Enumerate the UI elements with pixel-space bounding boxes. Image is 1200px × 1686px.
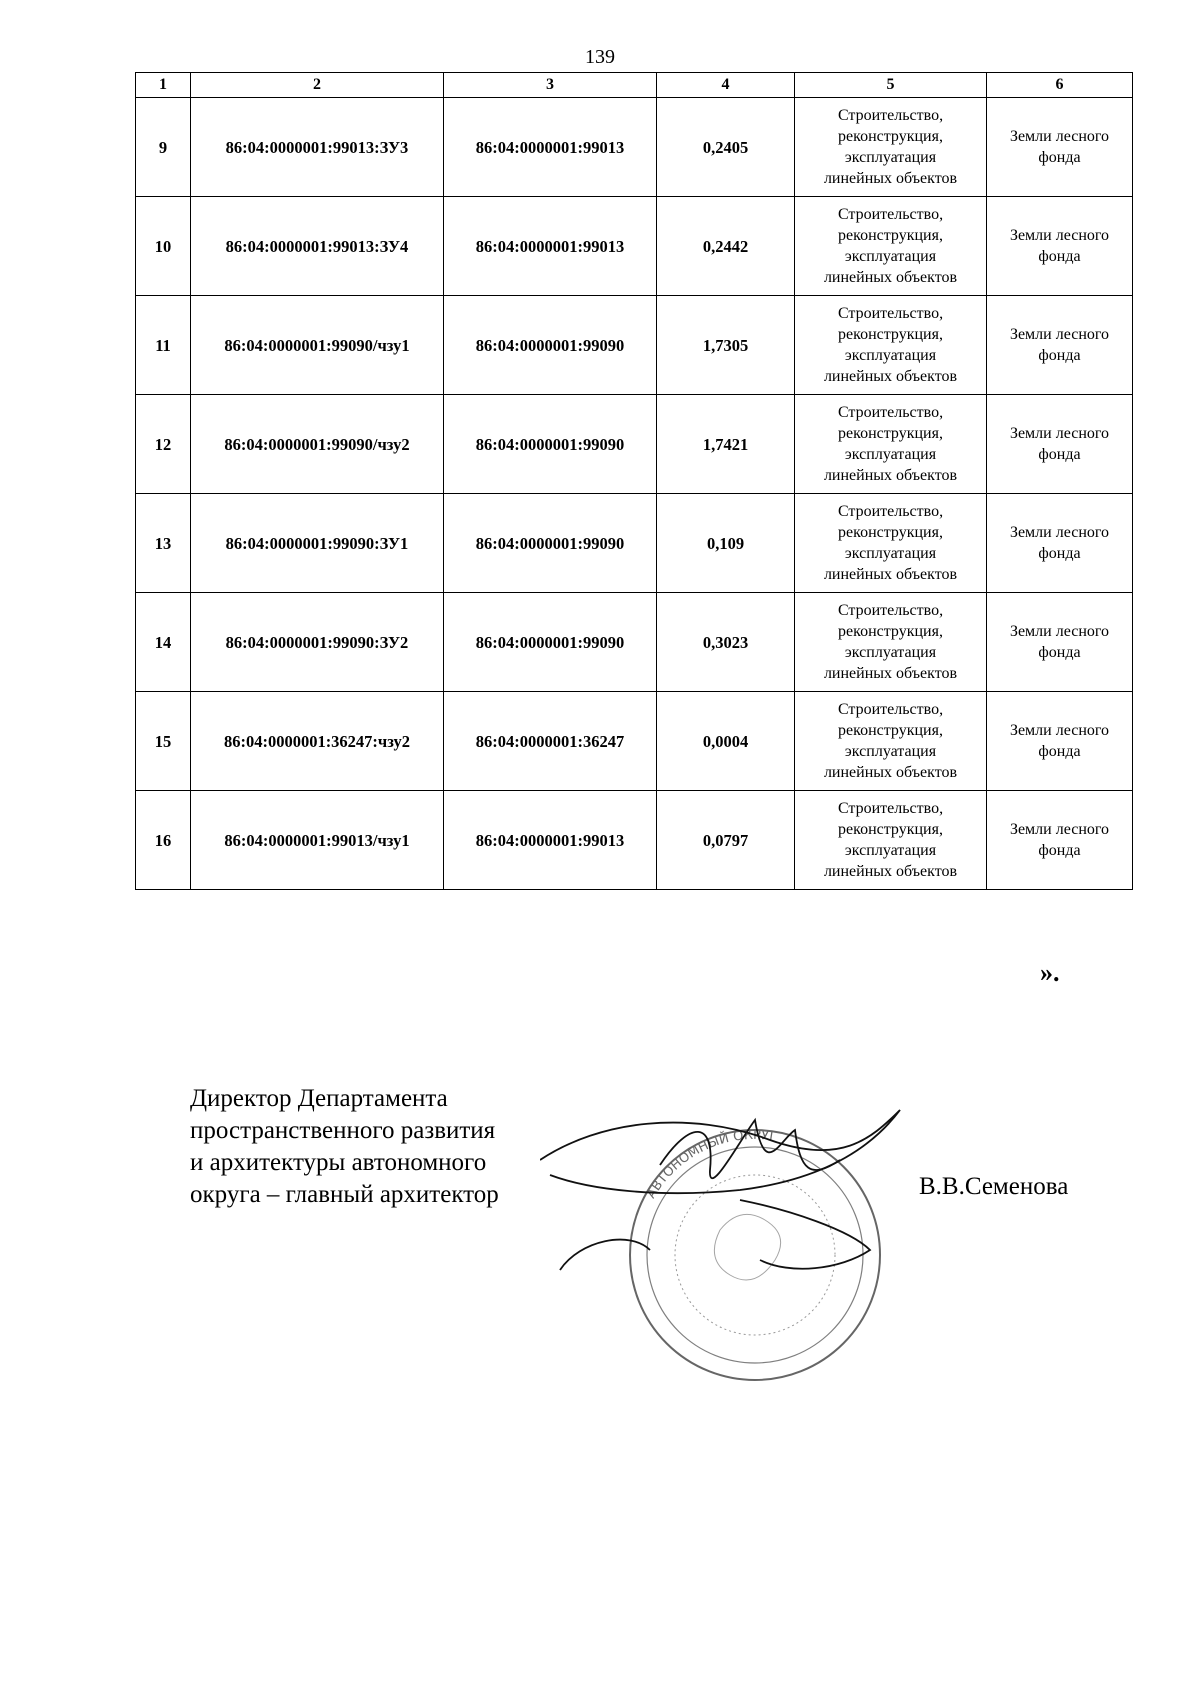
purpose-line: линейных объектов <box>823 368 958 385</box>
purpose-line: эксплуатация <box>844 248 937 265</box>
table-row <box>136 791 1133 890</box>
land-category-cell <box>987 296 1133 395</box>
purpose-line: Строительство, <box>837 206 944 223</box>
area-cell: 0,2405 <box>657 98 795 197</box>
land-category-cell <box>987 395 1133 494</box>
category-line: Земли лесного <box>1009 425 1110 442</box>
row-number-cell: 15 <box>136 692 191 791</box>
purpose-line: реконструкция, <box>838 722 943 739</box>
category-line: Земли лесного <box>1009 128 1110 145</box>
purpose-line: эксплуатация <box>844 149 937 166</box>
seal-stamp <box>630 1128 880 1380</box>
purpose-line: реконструкция, <box>838 821 943 838</box>
category-line: фонда <box>1038 644 1081 661</box>
category-line: Земли лесного <box>1009 524 1110 541</box>
category-line: фонда <box>1038 347 1081 364</box>
signatory-position-line: округа – главный архитектор <box>190 1181 499 1208</box>
parent-plot-cell: 86:04:0000001:99013 <box>444 791 657 890</box>
signatory-position-line: пространственного развития <box>190 1117 496 1144</box>
purpose-line: Строительство, <box>837 701 944 718</box>
land-category-cell <box>987 98 1133 197</box>
permitted-use-cell <box>795 494 987 593</box>
permitted-use-cell <box>795 791 987 890</box>
category-line: фонда <box>1038 842 1081 859</box>
plot-code-cell: 86:04:0000001:36247:чзу2 <box>191 692 444 791</box>
parent-plot-cell: 86:04:0000001:99013 <box>444 197 657 296</box>
column-header: 6 <box>987 73 1133 98</box>
page-number: 139 <box>585 46 615 68</box>
plot-code-cell: 86:04:0000001:99013/чзу1 <box>191 791 444 890</box>
purpose-line: линейных объектов <box>823 170 958 187</box>
purpose-line: линейных объектов <box>823 764 958 781</box>
purpose-line: линейных объектов <box>823 863 958 880</box>
table-header-row <box>136 73 1133 98</box>
purpose-line: эксплуатация <box>844 644 937 661</box>
official-seal-and-signature <box>540 1080 960 1400</box>
row-number-cell: 16 <box>136 791 191 890</box>
table-row <box>136 395 1133 494</box>
purpose-line: линейных объектов <box>823 566 958 583</box>
parent-plot-cell: 86:04:0000001:99090 <box>444 593 657 692</box>
land-category-cell <box>987 593 1133 692</box>
area-cell: 0,2442 <box>657 197 795 296</box>
permitted-use-cell <box>795 395 987 494</box>
purpose-line: Строительство, <box>837 404 944 421</box>
category-line: фонда <box>1038 446 1081 463</box>
category-line: фонда <box>1038 545 1081 562</box>
category-line: фонда <box>1038 149 1081 166</box>
category-line: Земли лесного <box>1009 821 1110 838</box>
row-number-cell: 10 <box>136 197 191 296</box>
purpose-line: эксплуатация <box>844 446 937 463</box>
purpose-line: реконструкция, <box>838 425 943 442</box>
svg-text:АВТОНОМНЫЙ ОКРУГ: АВТОНОМНЫЙ ОКРУГ <box>643 1127 779 1202</box>
closing-quote: ». <box>1040 958 1060 987</box>
category-line: фонда <box>1038 743 1081 760</box>
category-line: Земли лесного <box>1009 722 1110 739</box>
parent-plot-cell: 86:04:0000001:36247 <box>444 692 657 791</box>
column-header: 1 <box>136 73 191 98</box>
purpose-line: линейных объектов <box>823 269 958 286</box>
plot-code-cell: 86:04:0000001:99090/чзу1 <box>191 296 444 395</box>
permitted-use-cell <box>795 197 987 296</box>
category-line: Земли лесного <box>1009 326 1110 343</box>
purpose-line: линейных объектов <box>823 467 958 484</box>
row-number-cell: 14 <box>136 593 191 692</box>
purpose-line: эксплуатация <box>844 743 937 760</box>
table-row <box>136 494 1133 593</box>
area-cell: 0,109 <box>657 494 795 593</box>
row-number-cell: 12 <box>136 395 191 494</box>
table-row <box>136 593 1133 692</box>
row-number-cell: 11 <box>136 296 191 395</box>
area-cell: 1,7305 <box>657 296 795 395</box>
parent-plot-cell: 86:04:0000001:99090 <box>444 296 657 395</box>
plot-code-cell: 86:04:0000001:99013:ЗУ4 <box>191 197 444 296</box>
purpose-line: Строительство, <box>837 503 944 520</box>
signatory-position-line: и архитектуры автономного <box>190 1149 487 1176</box>
purpose-line: реконструкция, <box>838 326 943 343</box>
area-cell: 0,3023 <box>657 593 795 692</box>
plot-code-cell: 86:04:0000001:99090:ЗУ1 <box>191 494 444 593</box>
land-plots-table <box>135 72 1133 890</box>
category-line: Земли лесного <box>1009 227 1110 244</box>
permitted-use-cell <box>795 98 987 197</box>
area-cell: 1,7421 <box>657 395 795 494</box>
table-row <box>136 98 1133 197</box>
signatory-position <box>190 1083 590 1211</box>
land-category-cell <box>987 197 1133 296</box>
column-header: 3 <box>444 73 657 98</box>
parent-plot-cell: 86:04:0000001:99090 <box>444 494 657 593</box>
column-header: 5 <box>795 73 987 98</box>
category-line: фонда <box>1038 248 1081 265</box>
permitted-use-cell <box>795 692 987 791</box>
purpose-line: реконструкция, <box>838 524 943 541</box>
purpose-line: Строительство, <box>837 107 944 124</box>
row-number-cell: 9 <box>136 98 191 197</box>
row-number-cell: 13 <box>136 494 191 593</box>
plot-code-cell: 86:04:0000001:99013:ЗУ3 <box>191 98 444 197</box>
table-row <box>136 692 1133 791</box>
purpose-line: реконструкция, <box>838 227 943 244</box>
area-cell: 0,0797 <box>657 791 795 890</box>
land-category-cell <box>987 791 1133 890</box>
purpose-line: реконструкция, <box>838 623 943 640</box>
purpose-line: Строительство, <box>837 800 944 817</box>
plot-code-cell: 86:04:0000001:99090/чзу2 <box>191 395 444 494</box>
purpose-line: Строительство, <box>837 602 944 619</box>
land-category-cell <box>987 494 1133 593</box>
land-category-cell <box>987 692 1133 791</box>
signatory-position-line: Директор Департамента <box>190 1085 448 1112</box>
plot-code-cell: 86:04:0000001:99090:ЗУ2 <box>191 593 444 692</box>
signatory-name: В.В.Семенова <box>919 1173 1069 1200</box>
purpose-line: эксплуатация <box>844 347 937 364</box>
table-row <box>136 296 1133 395</box>
purpose-line: реконструкция, <box>838 128 943 145</box>
purpose-line: линейных объектов <box>823 665 958 682</box>
table-row <box>136 197 1133 296</box>
category-line: Земли лесного <box>1009 623 1110 640</box>
permitted-use-cell <box>795 593 987 692</box>
column-header: 4 <box>657 73 795 98</box>
area-cell: 0,0004 <box>657 692 795 791</box>
purpose-line: эксплуатация <box>844 842 937 859</box>
purpose-line: эксплуатация <box>844 545 937 562</box>
permitted-use-cell <box>795 296 987 395</box>
parent-plot-cell: 86:04:0000001:99090 <box>444 395 657 494</box>
purpose-line: Строительство, <box>837 305 944 322</box>
parent-plot-cell: 86:04:0000001:99013 <box>444 98 657 197</box>
column-header: 2 <box>191 73 444 98</box>
